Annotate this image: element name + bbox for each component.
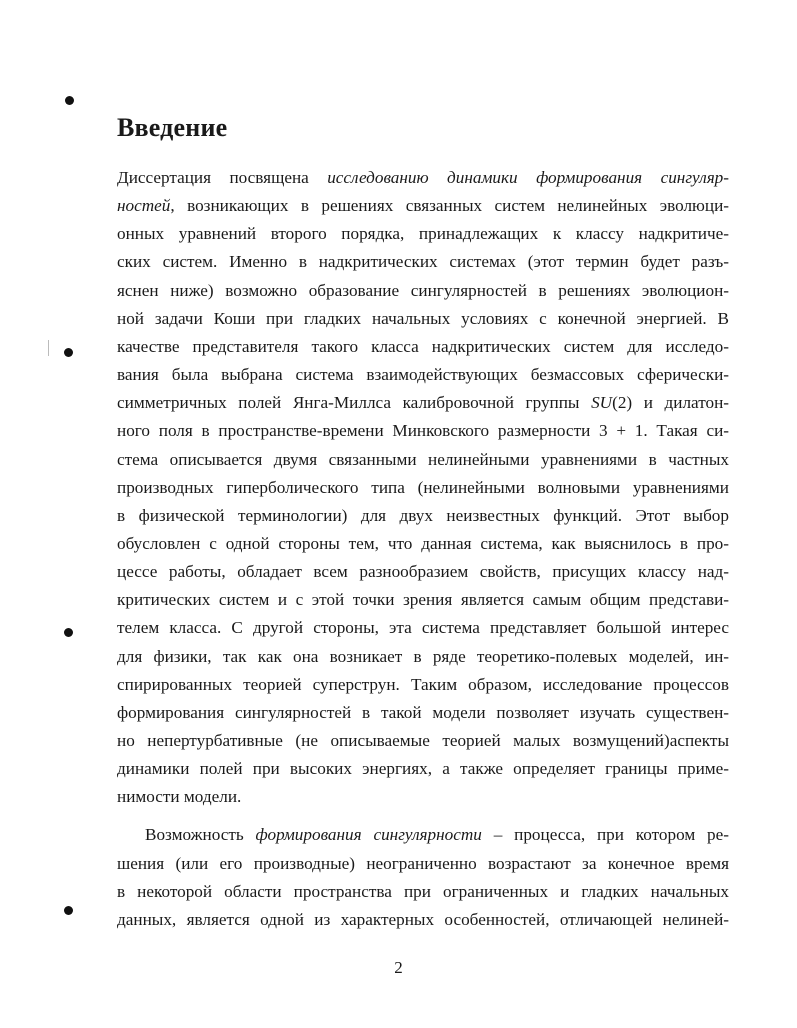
text-run: динамики полей при высоких энергиях, а также определяет границы приме-	[117, 759, 729, 779]
italic-text: исследованию динамики формирования сингуляр-	[327, 168, 729, 187]
text-line	[117, 168, 729, 188]
text-run: онных уравнений второго порядка, принадлежащих к классу надкритиче-	[117, 224, 729, 244]
text-line	[117, 854, 729, 874]
text-line	[117, 618, 729, 638]
text-run: для физики, так как она возникает в ряде теоретико-полевых моделей, ин-	[117, 646, 729, 666]
text-line	[117, 910, 729, 930]
page-title: Введение	[117, 113, 228, 142]
italic-text: ностей	[117, 196, 171, 216]
text-line	[117, 703, 729, 723]
text-run: обусловлен с одной стороны тем, что данная система, как выяснилось в про-	[117, 533, 729, 553]
text-line	[117, 421, 729, 441]
text-line	[117, 337, 729, 357]
binding-hole-mark	[64, 628, 73, 637]
text-run: производных гиперболического типа (нелинейными волновыми уравнениями	[117, 477, 729, 497]
text-line	[117, 450, 729, 470]
page-number: 2	[394, 958, 403, 977]
text-line	[117, 252, 729, 272]
text-run: ной задачи Коши при гладких начальных условиях с конечной энергией. В	[117, 308, 729, 328]
text-line	[117, 562, 729, 582]
text-line	[117, 393, 729, 413]
text-run: спирированных теорией суперструн. Таким образом, исследование процессов	[117, 674, 729, 694]
text-run: Диссертация посвящена	[117, 168, 328, 187]
text-run: качестве представителя такого класса надкритических систем для исследо-	[117, 336, 729, 356]
text-line	[117, 224, 729, 244]
text-run: симметричных полей Янга-Миллса калибровочной группы	[117, 393, 592, 413]
text-line	[117, 309, 729, 329]
text-line	[145, 825, 729, 845]
text-run: в некоторой области пространства при ограниченных и гладких начальных	[117, 881, 729, 901]
text-run: шения (или его производные) неограниченно возрастают за конечное время	[117, 853, 729, 873]
text-line	[117, 281, 729, 301]
text-run: (2) и дилатон-	[612, 393, 730, 413]
text-run: Возможность	[145, 825, 256, 845]
text-run: стема описывается двумя связанными нелинейными уравнениями в частных	[117, 449, 729, 469]
text-line	[117, 882, 729, 902]
text-run: – процесса, при котором ре-	[481, 825, 729, 845]
binding-hole-mark	[64, 906, 73, 915]
text-line	[117, 647, 729, 667]
text-run: ских систем. Именно в надкритических системах (этот термин будет разъ-	[117, 252, 729, 272]
text-line	[117, 196, 729, 216]
binding-hole-mark	[65, 96, 74, 105]
text-run: яснен ниже) возможно образование сингулярностей в решениях эволюцион-	[117, 280, 729, 300]
scan-artifact-mark	[48, 340, 49, 356]
text-line	[117, 787, 729, 807]
text-run: , возникающих в решениях связанных систем нелинейных эволюци-	[170, 196, 729, 216]
text-run: в физической терминологии) для двух неизвестных функций. Этот выбор	[117, 505, 729, 525]
text-run: ного поля в пространстве-времени Минковского размерности 3 + 1. Такая си-	[117, 421, 729, 441]
text-line	[117, 590, 729, 610]
text-line	[117, 478, 729, 498]
text-line	[117, 365, 729, 385]
binding-hole-mark	[64, 348, 73, 357]
text-run: критических систем и с этой точки зрения является самым общим представи-	[117, 590, 729, 610]
text-line	[117, 675, 729, 695]
text-run: формирования сингулярностей в такой модели позволяет изучать существен-	[117, 702, 729, 722]
text-line	[117, 534, 729, 554]
text-line	[117, 731, 729, 751]
text-run: данных, является одной из характерных особенностей, отличающей нелиней-	[117, 909, 729, 929]
text-run: нимости модели.	[117, 787, 242, 807]
italic-text: формирования сингулярности	[255, 825, 482, 845]
text-run: вания была выбрана система взаимодействующих безмассовых сферически-	[117, 365, 729, 385]
text-run: телем класса. С другой стороны, эта система представляет большой интерес	[117, 618, 729, 638]
text-run: цессе работы, обладает всем разнообразием свойств, присущих классу над-	[117, 562, 729, 582]
italic-text: SU	[591, 393, 613, 413]
text-line	[117, 506, 729, 526]
text-run: но непертурбативные (не описываемые теорией малых возмущений)аспекты	[117, 731, 729, 750]
text-line	[117, 759, 729, 779]
